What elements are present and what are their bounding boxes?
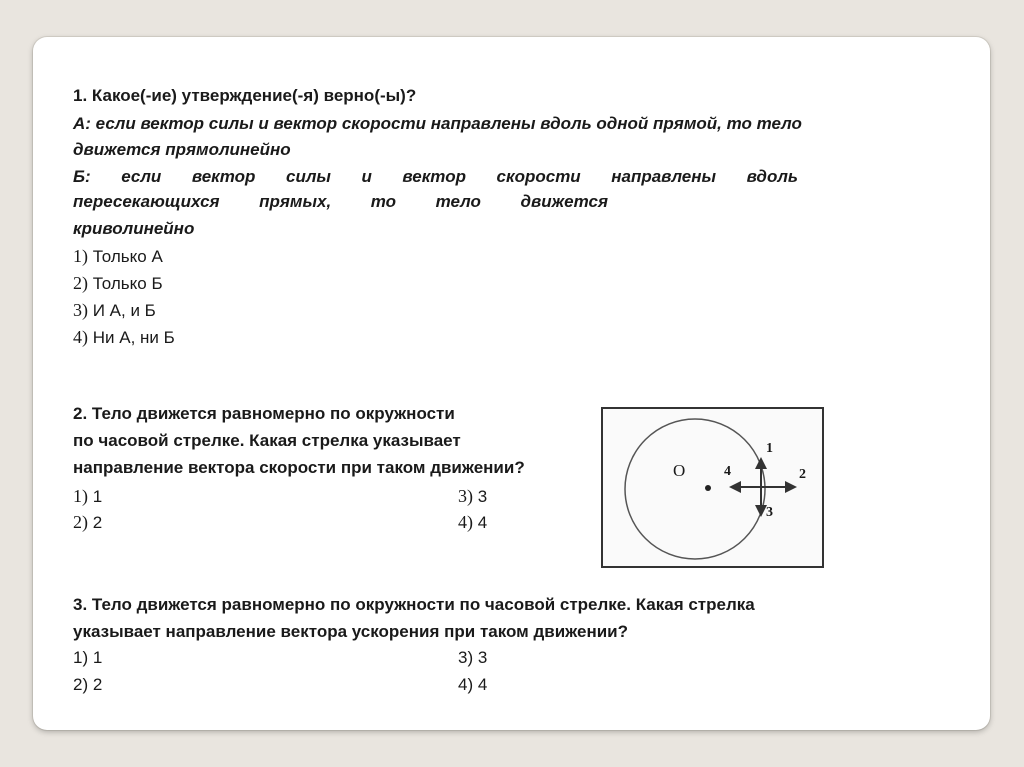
trajectory-circle: [625, 419, 765, 559]
q1-option-3[interactable]: [73, 300, 156, 321]
q3-line1: 3. Тело движется равномерно по окружности по часовой стрелке. Какая стрелка: [73, 595, 755, 614]
q2-line1: 2. Тело движется равномерно по окружности: [73, 404, 455, 423]
q3-option-4[interactable]: [458, 675, 487, 695]
center-label: O: [673, 461, 686, 480]
option-text: 3: [477, 648, 488, 667]
q2-option-3[interactable]: [458, 486, 487, 507]
q2-option-1[interactable]: [73, 486, 102, 507]
option-number: 2): [73, 512, 88, 532]
option-number: 4): [458, 675, 474, 694]
option-number: 3): [458, 648, 474, 667]
q1-statement-b-line3: криволинейно: [73, 219, 195, 238]
arrow-label-4: 4: [724, 464, 731, 479]
arrow-label-3: 3: [766, 505, 773, 520]
option-text: Ни А, ни Б: [92, 328, 175, 347]
option-number: 2): [73, 675, 89, 694]
option-text: Только Б: [92, 274, 163, 293]
q1-option-2[interactable]: [73, 273, 163, 294]
option-text: И А, и Б: [92, 301, 156, 320]
q1-statement-a-line1: А: если вектор силы и вектор скорости направлены вдоль одной прямой, то тело: [73, 114, 802, 133]
option-number: 3): [73, 300, 88, 320]
option-text: 4: [477, 675, 488, 694]
q3-option-3[interactable]: [458, 648, 487, 668]
q1-option-1[interactable]: [73, 246, 163, 267]
q1-statement-a-line2: движется прямолинейно: [73, 140, 291, 159]
option-text: 3: [477, 487, 488, 506]
q3-option-2[interactable]: [73, 675, 102, 695]
q1-statement-b-line1: Б: если вектор силы и вектор скорости направлены вдоль: [73, 167, 798, 186]
q3-line2: указывает направление вектора ускорения при таком движении?: [73, 622, 629, 641]
arrow-label-1: 1: [766, 441, 773, 456]
option-number: 1): [73, 486, 88, 506]
q1-title: 1. Какое(-ие) утверждение(-я) верно(-ы)?: [73, 86, 417, 105]
option-text: 4: [477, 513, 488, 532]
option-text: 2: [92, 513, 103, 532]
option-text: 2: [92, 675, 103, 694]
option-number: 2): [73, 273, 88, 293]
q2-line2: по часовой стрелке. Какая стрелка указывает: [73, 431, 461, 450]
q1-statement-b-line2: пересекающихся прямых, то тело движется: [73, 192, 608, 211]
q2-option-4[interactable]: [458, 512, 487, 533]
option-number: 3): [458, 486, 473, 506]
option-text: 1: [92, 487, 103, 506]
option-number: 4): [458, 512, 473, 532]
circle-motion-diagram: [601, 407, 824, 568]
q3-option-1[interactable]: [73, 648, 102, 668]
center-point: [705, 485, 711, 491]
option-number: 4): [73, 327, 88, 347]
option-text: 1: [92, 648, 103, 667]
q2-line3: направление вектора скорости при таком движении?: [73, 458, 525, 477]
arrow-label-2: 2: [799, 467, 806, 482]
option-number: 1): [73, 246, 88, 266]
q1-option-4[interactable]: [73, 327, 175, 348]
option-number: 1): [73, 648, 89, 667]
q2-option-2[interactable]: [73, 512, 102, 533]
option-text: Только А: [92, 247, 163, 266]
